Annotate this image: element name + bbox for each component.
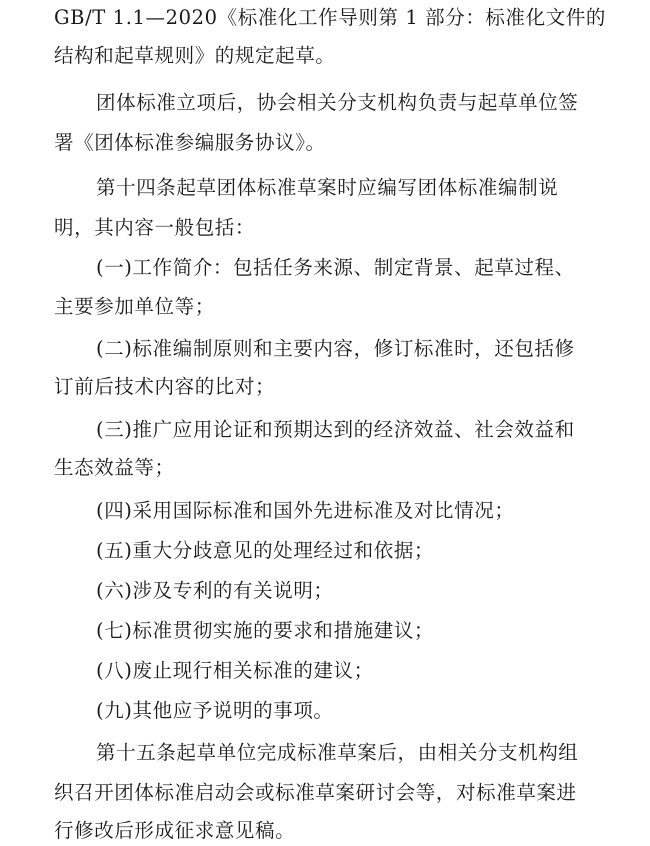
article-15-heading-line: 第十五条起草单位完成标准草案后，由相关分支机构组	[96, 741, 579, 764]
text-line: GB/T 1.1—2020《标准化工作导则第 1 部分：标准化文件的	[54, 6, 607, 29]
text-line: 主要参加单位等；	[54, 295, 215, 318]
list-item-8: (八)废止现行相关标准的建议；	[96, 659, 374, 682]
text-line: 署《团体标准参编服务协议》。	[54, 131, 326, 154]
list-item-2: (二)标准编制原则和主要内容，修订标准时，还包括修	[96, 337, 575, 360]
list-item-9: (九)其他应予说明的事项。	[96, 699, 334, 722]
list-item-1: (一)工作简介：包括任务来源、制定背景、起草过程、	[96, 256, 575, 279]
paragraph-first-line: 团体标准立项后，协会相关分支机构负责与起草单位签	[96, 91, 579, 114]
list-item-7: (七)标准贯彻实施的要求和措施建议；	[96, 619, 435, 642]
text-line: 结构和起草规则》的规定起草。	[54, 44, 336, 67]
article-14-heading-line: 第十四条起草团体标准草案时应编写团体标准编制说	[96, 176, 559, 199]
list-item-3: (三)推广应用论证和预期达到的经济效益、社会效益和	[96, 418, 575, 441]
list-item-4: (四)采用国际标准和国外先进标准及对比情况；	[96, 499, 515, 522]
list-item-6: (六)涉及专利的有关说明；	[96, 579, 334, 602]
text-line: 生态效益等；	[54, 456, 175, 479]
text-line: 明，其内容一般包括：	[54, 216, 256, 239]
list-item-5: (五)重大分歧意见的处理经过和依据；	[96, 539, 435, 562]
text-line: 订前后技术内容的比对；	[54, 375, 276, 398]
text-line: 织召开团体标准启动会或标准草案研讨会等，对标准草案进	[54, 781, 577, 804]
text-line: 行修改后形成征求意见稿。	[54, 819, 296, 842]
